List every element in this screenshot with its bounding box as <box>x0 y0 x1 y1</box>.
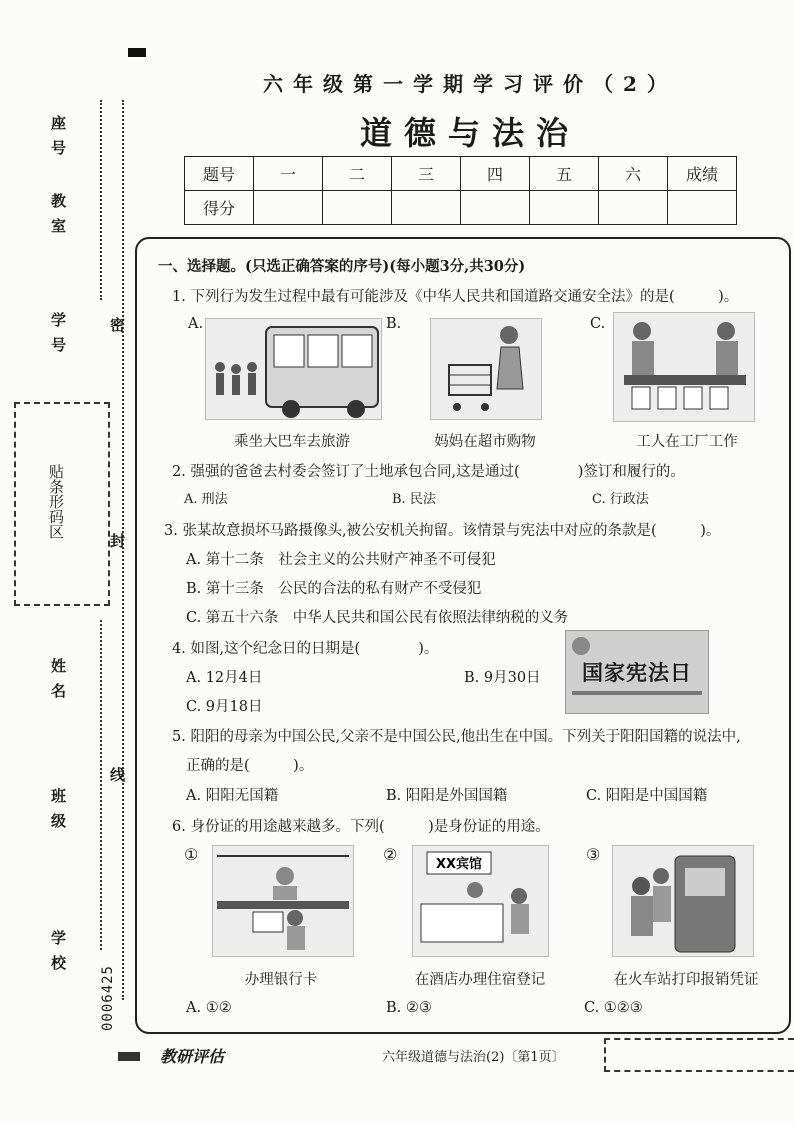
q1-option-letter: A. <box>188 316 204 332</box>
score-cell: 二 <box>323 157 392 191</box>
q6-option: A. ①② <box>186 1000 232 1016</box>
alignment-mark <box>118 1052 140 1061</box>
class-label: 班级 <box>49 788 67 838</box>
bank-counter-illustration <box>212 845 354 957</box>
q6-marker: ③ <box>586 845 601 864</box>
q1-caption: 工人在工厂工作 <box>636 434 738 450</box>
score-input-cell[interactable] <box>392 191 461 225</box>
binding-word-seal: 密 <box>110 316 126 334</box>
score-cell: 题号 <box>185 157 254 191</box>
score-cell: 四 <box>461 157 530 191</box>
q6-stem: 6. 身份证的用途越来越多。下列( )是身份证的用途。 <box>172 819 550 835</box>
classroom-label: 教室 <box>49 193 67 243</box>
emblem-icon <box>572 637 590 655</box>
score-cell: 五 <box>530 157 599 191</box>
q2-option: C. 行政法 <box>592 492 649 507</box>
q1-option-letter: C. <box>590 316 606 332</box>
q5-stem-cont: 正确的是( )。 <box>186 758 314 774</box>
score-cell: 成绩 <box>668 157 737 191</box>
hotel-sign: XX宾馆 <box>435 857 483 872</box>
q2-option: A. 刑法 <box>184 492 228 507</box>
school-label: 学校 <box>49 930 67 980</box>
binding-word-close: 封 <box>110 532 126 550</box>
hotel-desk-illustration <box>412 845 549 957</box>
binding-word-line: 线 <box>110 766 126 784</box>
score-input-cell[interactable] <box>254 191 323 225</box>
q3-option: A. 第十二条 社会主义的公共财产神圣不可侵犯 <box>186 552 496 568</box>
q6-caption: 在火车站打印报销凭证 <box>613 972 759 988</box>
score-cell: 六 <box>599 157 668 191</box>
q1-caption: 乘坐大巴车去旅游 <box>234 434 350 450</box>
q6-marker: ② <box>383 845 398 864</box>
exam-title: 六年级第一学期学习评价（2） <box>263 72 677 96</box>
section-title: 一、选择题。(只选正确答案的序号)(每小题3分,共30分) <box>158 258 526 275</box>
score-table <box>184 156 737 225</box>
score-table-header-row <box>185 157 737 191</box>
q6-option: B. ②③ <box>386 1000 432 1016</box>
q4-option: C. 9月18日 <box>186 699 263 715</box>
score-cell: 得分 <box>185 191 254 225</box>
name-label: 姓名 <box>49 658 67 708</box>
bus-illustration <box>205 318 382 420</box>
seat-number-label: 座号 <box>49 115 67 165</box>
q5-stem: 5. 阳阳的母亲为中国公民,父亲不是中国公民,他出生在中国。下列关于阳阳国籍的说法中, <box>172 729 741 745</box>
score-input-cell[interactable] <box>599 191 668 225</box>
q6-caption: 办理银行卡 <box>244 972 318 988</box>
q3-stem: 3. 张某故意损坏马路摄像头,被公安机关拘留。该情景与宪法中对应的条款是( )。 <box>164 523 721 539</box>
q3-option: B. 第十三条 公民的合法的私有财产不受侵犯 <box>186 581 482 597</box>
factory-illustration <box>613 312 755 422</box>
q5-option: A. 阳阳无国籍 <box>186 788 279 804</box>
q4-stem: 4. 如图,这个纪念日的日期是( )。 <box>172 641 439 657</box>
subject-title: 道德与法治 <box>359 114 580 152</box>
barcode-label: 贴条形码区 <box>47 464 65 539</box>
alignment-mark <box>128 48 146 57</box>
q4-option: B. 9月30日 <box>464 670 541 686</box>
q6-marker: ① <box>184 845 199 864</box>
q1-caption: 妈妈在超市购物 <box>434 434 536 450</box>
barcode-paste-area <box>14 402 110 606</box>
shopping-illustration <box>430 318 542 420</box>
q6-option: C. ①②③ <box>584 1000 643 1016</box>
brand-footer: 教研评估 <box>160 1047 225 1066</box>
score-input-cell[interactable] <box>461 191 530 225</box>
score-input-cell[interactable] <box>323 191 392 225</box>
q2-option: B. 民法 <box>392 492 436 507</box>
score-table-score-row <box>185 191 737 225</box>
score-input-cell[interactable] <box>530 191 599 225</box>
score-cell: 一 <box>254 157 323 191</box>
q1-option-letter: B. <box>386 316 402 332</box>
q4-option: A. 12月4日 <box>186 670 263 686</box>
q3-option: C. 第五十六条 中华人民共和国公民有依照法律纳税的义务 <box>186 610 569 626</box>
footer-dashed-box <box>604 1038 794 1072</box>
score-cell: 三 <box>392 157 461 191</box>
q5-option: C. 阳阳是中国国籍 <box>586 788 708 804</box>
q2-stem: 2. 强强的爸爸去村委会签订了土地承包合同,这是通过( )签订和履行的。 <box>172 464 685 480</box>
binding-line <box>100 620 102 950</box>
student-number-label: 学号 <box>49 312 67 362</box>
score-input-cell[interactable] <box>668 191 737 225</box>
constitution-day-text: 国家宪法日 <box>582 661 692 685</box>
q5-option: B. 阳阳是外国国籍 <box>386 788 508 804</box>
q1-stem: 1. 下列行为发生过程中最有可能涉及《中华人民共和国道路交通安全法》的是( )。 <box>172 289 739 305</box>
serial-number: 0006425 <box>100 965 116 1032</box>
constitution-day-image <box>565 630 709 714</box>
page-footer: 六年级道德与法治(2)〔第1页〕 <box>382 1050 565 1065</box>
q6-caption: 在酒店办理住宿登记 <box>414 972 546 988</box>
binding-line <box>100 100 102 300</box>
image-subtitle-bar <box>572 691 702 695</box>
ticket-machine-illustration <box>612 845 754 957</box>
